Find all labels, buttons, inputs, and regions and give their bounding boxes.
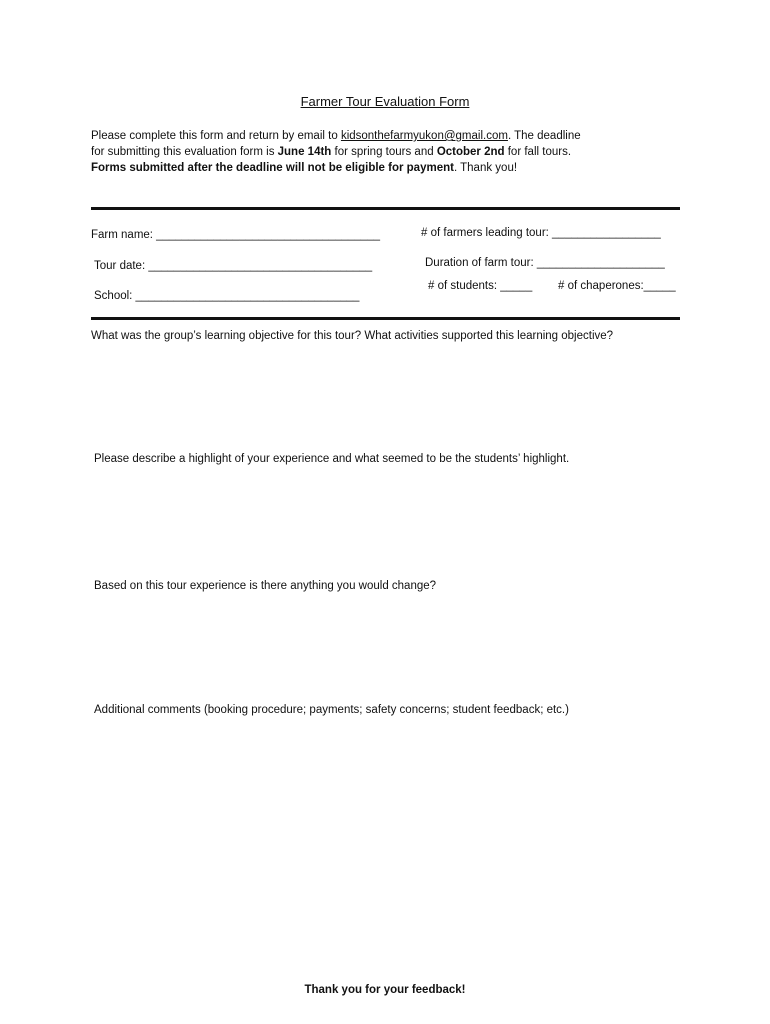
highlight-question: Please describe a highlight of your experience and what seemed to be the students’ highlight. xyxy=(94,453,570,465)
thank-you-text: . Thank you! xyxy=(453,162,518,174)
top-divider xyxy=(91,207,680,210)
instructions-text: for fall tours. xyxy=(504,146,572,158)
duration-field[interactable]: Duration of farm tour: ____________________ xyxy=(425,257,665,269)
instructions-text: Please complete this form and return by email to xyxy=(91,130,341,142)
bottom-divider xyxy=(91,317,680,320)
tour-date-field[interactable]: Tour date: ___________________________________ xyxy=(94,260,373,272)
fall-deadline: October 2nd xyxy=(436,146,505,158)
students-field[interactable]: # of students: _____ xyxy=(428,280,533,292)
form-title: Farmer Tour Evaluation Form xyxy=(300,94,470,109)
instructions-line-1 xyxy=(91,128,581,144)
instructions-text: . The deadline xyxy=(507,130,581,142)
email-link[interactable]: kidsonthefarmyukon@gmail.com xyxy=(340,130,508,142)
deadline-warning: Forms submitted after the deadline will not be eligible for payment xyxy=(91,162,454,174)
instructions xyxy=(91,128,581,176)
footer-thanks: Thank you for your feedback! xyxy=(304,984,466,996)
farmers-leading-field[interactable]: # of farmers leading tour: _________________ xyxy=(421,227,661,239)
chaperones-field[interactable]: # of chaperones:_____ xyxy=(558,280,676,292)
instructions-line-2 xyxy=(91,144,581,160)
comments-question: Additional comments (booking procedure; payments; safety concerns; student feedback; etc.) xyxy=(94,704,569,716)
school-field[interactable]: School: ___________________________________ xyxy=(94,290,360,302)
instructions-text: for submitting this evaluation form is xyxy=(91,146,278,158)
change-question: Based on this tour experience is there anything you would change? xyxy=(94,580,437,592)
instructions-text: for spring tours and xyxy=(331,146,437,158)
farm-name-field[interactable]: Farm name: ___________________________________ xyxy=(91,229,381,241)
spring-deadline: June 14th xyxy=(277,146,332,158)
instructions-line-3 xyxy=(91,160,581,176)
learning-objective-question: What was the group’s learning objective for this tour? What activities supported this learning objective? xyxy=(91,330,614,342)
